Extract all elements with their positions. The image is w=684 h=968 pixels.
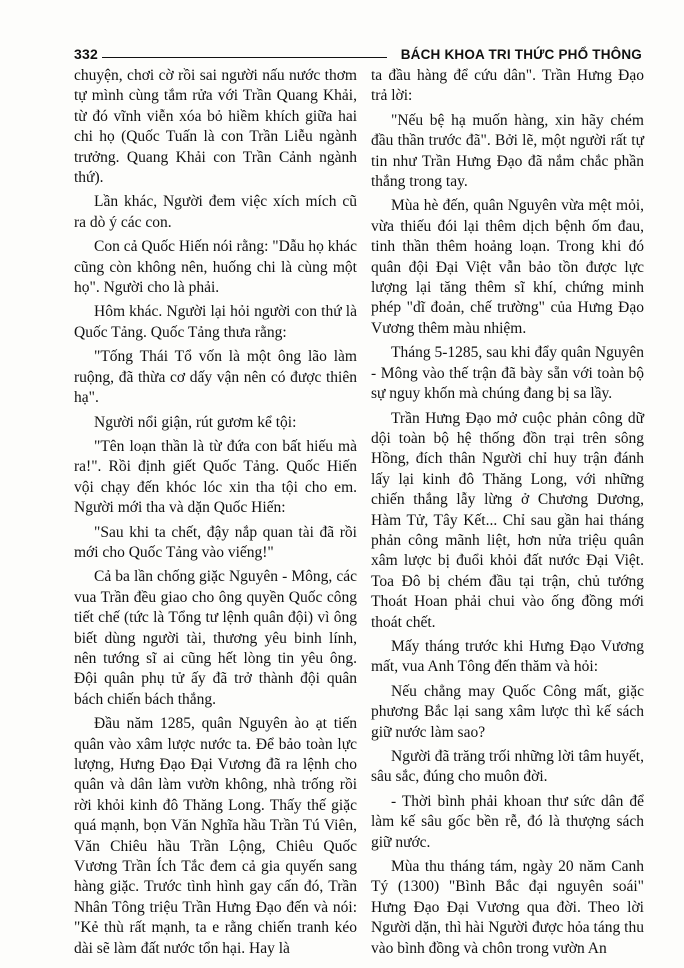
paragraph: Hôm khác. Người lại hỏi người con thứ là Quốc Tảng. Quốc Tảng thưa rằng: <box>74 303 357 341</box>
paragraph: Mùa hè đến, quân Nguyên vừa mệt mỏi, vừa thiếu đói lại thêm dịch bệnh ốm đau, tinh thần thêm hoảng loạn. Trong khi đó quân đội Đại Việt vẫn bảo tồn được lực lượng lại tăng thêm sĩ khí, chứng minh phép "dĩ đoản, chế trường" của Hưng Đạo Vương thêm màu nhiệm. <box>371 197 644 337</box>
paragraph: - Thời bình phải khoan thư sức dân để làm kế sâu gốc bền rễ, đó là thượng sách giữ nước. <box>371 792 644 851</box>
page-header <box>74 40 642 62</box>
right-column <box>371 66 644 963</box>
paragraph: ta đầu hàng để cứu dân". Trần Hưng Đạo trả lời: <box>371 67 644 105</box>
running-title: BÁCH KHOA TRI THỨC PHỔ THÔNG <box>400 47 642 62</box>
paragraph: Con cả Quốc Hiến nói rằng: "Dẫu họ khác cũng còn không nên, huống chi là cùng một họ". Người cho là phải. <box>74 238 357 297</box>
header-rule <box>102 57 387 58</box>
paragraph: Mùa thu tháng tám, ngày 20 năm Canh Tý (1300) "Bình Bắc đại nguyên soái" Hưng Đạo Đại Vương qua đời. Theo lời Người dặn, thì hài Người được hỏa táng thu vào bình đồng và chôn trong vườn An <box>371 858 644 957</box>
paragraph: "Sau khi ta chết, đậy nắp quan tài đã rồi mới cho Quốc Tảng vào viếng!" <box>74 523 357 561</box>
paragraph: Tháng 5-1285, sau khi đẩy quân Nguyên - Mông vào thế trận đã bày sẵn với toàn bộ sự nguy khốn mà chúng đang bị sa lầy. <box>371 344 644 403</box>
page-number: 332 <box>74 46 98 62</box>
paragraph: "Tống Thái Tổ vốn là một ông lão làm ruộng, đã thừa cơ dấy vận nên có được thiên hạ". <box>74 348 357 407</box>
left-column <box>74 66 357 963</box>
paragraph: Người nổi giận, rút gươm kể tội: <box>94 413 297 431</box>
paragraph: Lần khác, Người đem việc xích mích cũ ra dò ý các con. <box>74 193 357 231</box>
paragraph: chuyện, chơi cờ rồi sai người nấu nước thơm tự mình cùng tắm rửa với Trần Quang Khải, từ đó vĩnh viễn xóa bỏ hiềm khích giữa hai chi họ (Quốc Tuấn là con Trần Liễu ngành trưởng. Quang Khải con Trần Cảnh ngành thứ). <box>74 67 357 187</box>
paragraph: Người đã trăng trối những lời tâm huyết, sâu sắc, đúng cho muôn đời. <box>371 748 644 786</box>
paragraph: Mấy tháng trước khi Hưng Đạo Vương mất, vua Anh Tông đến thăm và hỏi: <box>371 637 644 676</box>
paragraph: Trần Hưng Đạo mở cuộc phản công dữ dội toàn bộ hệ thống đồn trại trên sông Hồng, đích thân Người chỉ huy trận đánh lấy lại kinh đô Thăng Long, với những chiến thắng lẫy lừng ở Chương Dương, Hàm Tử, Tây Kết... Chỉ sau gần hai tháng phản công mãnh liệt, hơn nửa triệu quân xâm lược bị đuổi khỏi đất nước Đại Việt. Toa Đô bị chém đầu tại trận, chủ tướng Thoát Hoan phải chui vào ống đồng mới thoát chết. <box>371 409 644 631</box>
paragraph: "Nếu bệ hạ muốn hàng, xin hãy chém đầu thần trước đã". Bởi lẽ, một người rất tự tin như Trần Hưng Đạo đã nắm chắc phần thắng trong tay. <box>371 111 644 191</box>
paragraph: Cả ba lần chống giặc Nguyên - Mông, các vua Trần đều giao cho ông quyền Quốc công tiết chế (tức là Tổng tư lệnh quân đội) vì ông biết dùng người tài, thương yêu binh lính, nên tướng sĩ ai cũng hết lòng tin yêu ông. Đội quân phụ tử ấy đã trở thành đội quân bách chiến bách thắng. <box>74 568 357 708</box>
paragraph: Đầu năm 1285, quân Nguyên ào ạt tiến quân vào xâm lược nước ta. Để bảo toàn lực lượng, Hưng Đạo Đại Vương đã ra lệnh cho quân và dân làm vườn không, nhà trống rồi rời khỏi kinh đô Thăng Long. Thấy thế giặc quá mạnh, bọn Văn Nghĩa hầu Trần Tú Viên, Văn Chiêu hầu Trần Lộng, Chiêu Quốc Vương Trần Ích Tắc đem cả gia quyến sang hàng giặc. Trước tình hình gay cấn đó, Trần Nhân Tông triệu Trần Hưng Đạo đến và nói: "Kẻ thù rất mạnh, ta e rằng chiến tranh kéo dài sẽ làm đất nước tổn hại. Hay là <box>74 715 357 957</box>
paragraph: "Tên loạn thần là từ đứa con bất hiếu mà ra!". Rồi định giết Quốc Tảng. Quốc Hiến vội chạy đến khóc lóc xin tha tội cho em. Người mới tha và dặn Quốc Hiến: <box>74 437 357 517</box>
paragraph: Nếu chẳng may Quốc Công mất, giặc phương Bắc lại sang xâm lược thì kế sách giữ nước làm sao? <box>371 682 644 741</box>
